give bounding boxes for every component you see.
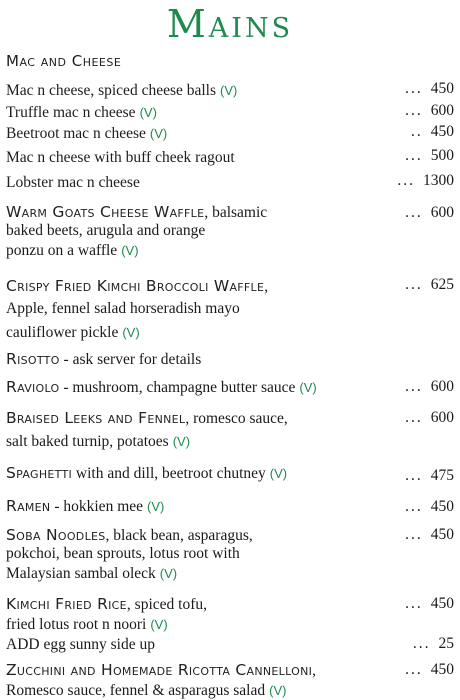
item-name: Mac n cheese with buff cheek ragout: [6, 149, 235, 166]
menu-item: [6, 80, 454, 100]
item-desc: fried lotus root n noori: [6, 616, 147, 633]
menu-item: [6, 594, 454, 634]
item-desc: baked beets, arugula and orange: [6, 222, 206, 239]
item-desc: Malaysian sambal oleck: [6, 565, 156, 582]
item-desc: , spiced tofu,: [126, 596, 207, 613]
item-price: ... 450: [405, 661, 454, 678]
item-desc: , balsamic: [204, 204, 268, 221]
menu-item: [6, 102, 454, 122]
item-price: ... 450: [405, 498, 454, 515]
veg-badge: (V): [299, 380, 317, 395]
menu-item: [6, 202, 454, 260]
item-price: ... 1300: [397, 172, 454, 189]
menu-item: [6, 463, 454, 483]
menu-item: [6, 172, 454, 192]
menu-item: [6, 496, 454, 516]
item-name: Ramen: [6, 497, 51, 515]
item-desc: ,: [312, 662, 317, 679]
item-price: .. 450: [411, 123, 454, 140]
item-desc: , romesco sauce,: [185, 410, 288, 427]
item-name: Zucchini and Homemade Ricotta Cannelloni: [6, 661, 313, 679]
menu-item: [6, 147, 454, 167]
item-name: Truffle mac n cheese: [6, 104, 136, 121]
item-name: Lobster mac n cheese: [6, 174, 140, 191]
item-price: ... 600: [405, 378, 454, 395]
item-desc: pokchoi, bean sprouts, lotus root with: [6, 545, 240, 562]
item-price: ... 600: [405, 102, 454, 119]
veg-badge: (V): [121, 243, 139, 258]
item-name: Warm Goats Cheese Waffle: [6, 203, 205, 221]
item-desc: - mushroom, champagne butter sauce: [59, 379, 296, 396]
menu-item: [6, 634, 454, 654]
item-name: Soba Noodles: [6, 526, 106, 544]
veg-badge: (V): [122, 325, 140, 340]
item-name: Mac n cheese, spiced cheese balls: [6, 82, 217, 99]
item-price: ... 600: [405, 409, 454, 426]
item-price: ... 625: [405, 276, 454, 293]
item-desc: with and dill, beetroot chutney: [72, 465, 266, 482]
item-name: Spaghetti: [6, 464, 73, 482]
item-price: ... 475: [405, 467, 454, 484]
veg-badge: (V): [172, 434, 191, 449]
veg-badge: (V): [220, 83, 238, 98]
menu-item: [6, 660, 454, 700]
item-price: ... 450: [405, 595, 454, 612]
menu-item: [6, 408, 454, 451]
menu-item: [6, 525, 454, 583]
item-name: Crispy Fried Kimchi Broccoli Waffle: [6, 277, 265, 295]
veg-badge: (V): [149, 126, 168, 141]
item-desc: ,: [264, 278, 269, 295]
item-desc: cauliflower pickle: [6, 324, 119, 341]
menu-item: [6, 123, 454, 143]
veg-badge: (V): [139, 105, 157, 120]
section-heading: Mac and Cheese: [6, 52, 122, 70]
item-name: ADD egg sunny side up: [6, 636, 155, 653]
veg-badge: (V): [159, 566, 178, 581]
veg-badge: (V): [147, 499, 165, 514]
item-name: Raviolo: [6, 378, 60, 396]
item-price: ... 600: [405, 204, 454, 221]
item-price: ... 450: [405, 80, 454, 97]
item-name: Risotto: [6, 350, 60, 368]
veg-badge: (V): [269, 683, 287, 698]
item-desc: - ask server for details: [59, 351, 202, 368]
menu-title: Mains: [166, 2, 294, 46]
menu-item: [6, 349, 454, 369]
item-price: ... 25: [412, 635, 454, 652]
veg-badge: (V): [269, 466, 288, 481]
item-desc: - hokkien mee: [50, 498, 144, 515]
item-desc: Romesco sauce, fennel & asparagus salad: [6, 682, 266, 699]
veg-badge: (V): [150, 617, 168, 632]
item-desc: , black bean, asparagus,: [105, 527, 253, 544]
item-name: Kimchi Fried Rice: [6, 595, 127, 613]
item-desc: salt baked turnip, potatoes: [6, 433, 169, 450]
item-price: ... 500: [405, 147, 454, 164]
item-desc: ponzu on a waffle: [6, 242, 118, 259]
item-name: Braised Leeks and Fennel: [6, 409, 186, 427]
menu-item: [6, 276, 454, 342]
menu-item: [6, 377, 454, 397]
item-desc: Apple, fennel salad horseradish mayo: [6, 300, 240, 317]
item-name: Beetroot mac n cheese: [6, 125, 146, 142]
item-price: ... 450: [405, 526, 454, 543]
